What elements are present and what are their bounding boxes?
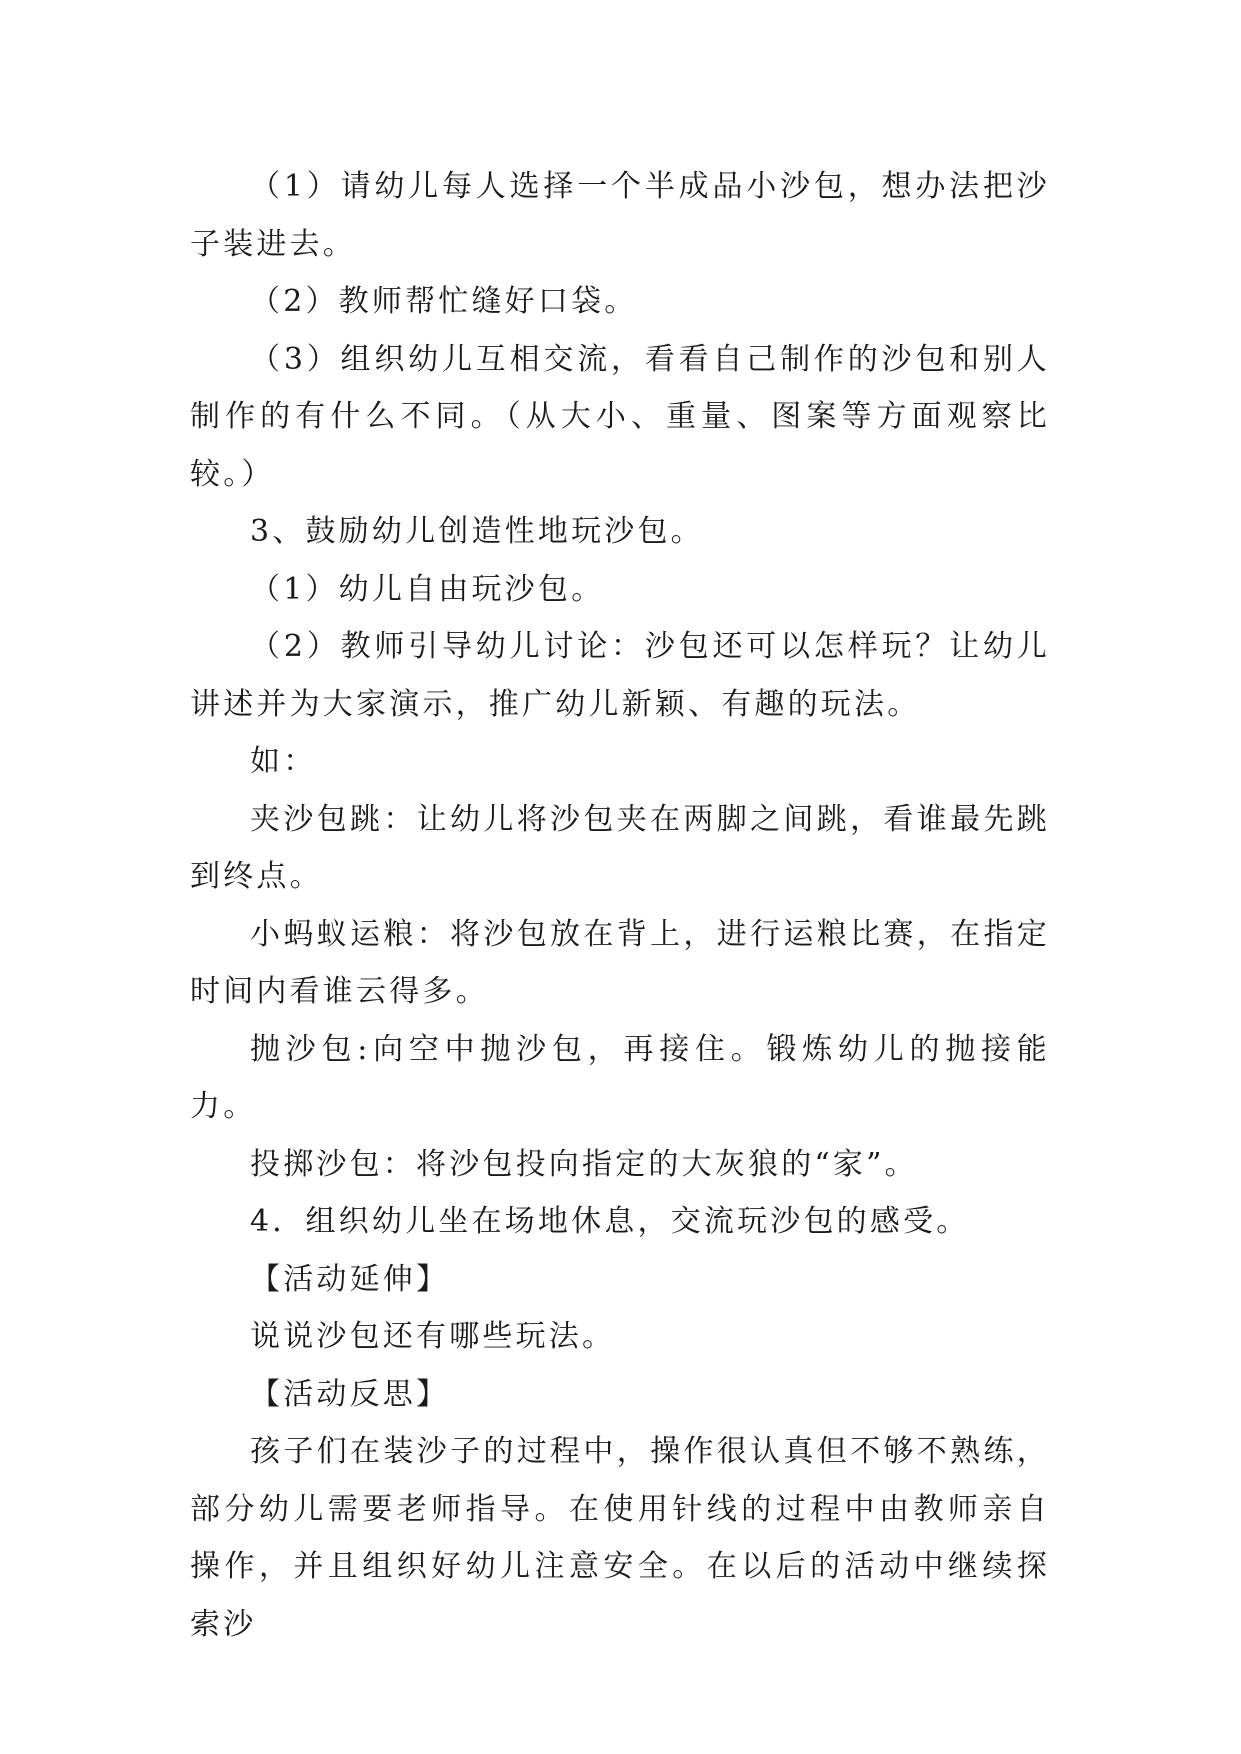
section-heading-extension: 【活动延伸】	[250, 1261, 450, 1297]
paragraph-step-2-3: （3）组织幼儿互相交流，看看自己制作的沙包和别人制作的有什么不同。（从大小、重量、图案等方面观察比较。）	[190, 341, 1050, 492]
document-body	[190, 158, 1050, 1653]
paragraph-step-3: 3、鼓励幼儿创造性地玩沙包。	[250, 514, 704, 549]
paragraph-step-3-2: （2）教师引导幼儿讨论：沙包还可以怎样玩？让幼儿讲述并为大家演示，推广幼儿新颖、有趣的玩法。	[190, 629, 1050, 722]
paragraph-extension: 说说沙包还有哪些玩法。	[250, 1319, 616, 1354]
paragraph-game-toss: 抛沙包:向空中抛沙包，再接住。锻炼幼儿的抛接能力。	[190, 1031, 1050, 1124]
paragraph-examples-intro: 如：	[250, 744, 317, 779]
paragraph-step-2-2: （2）教师帮忙缝好口袋。	[250, 284, 638, 319]
paragraph-game-throw: 投掷沙包：将沙包投向指定的大灰狼的“家”。	[250, 1146, 918, 1182]
paragraph-step-2-1: （1）请幼儿每人选择一个半成品小沙包，想办法把沙子装进去。	[190, 169, 1050, 262]
paragraph-game-ant: 小蚂蚁运粮：将沙包放在背上，进行运粮比赛，在指定时间内看谁云得多。	[190, 916, 1050, 1009]
paragraph-step-4: 4．组织幼儿坐在场地休息，交流玩沙包的感受。	[250, 1204, 970, 1239]
paragraph-game-jump: 夹沙包跳：让幼儿将沙包夹在两脚之间跳，看谁最先跳到终点。	[190, 801, 1050, 894]
paragraph-reflection: 孩子们在装沙子的过程中，操作很认真但不够不熟练，部分幼儿需要老师指导。在使用针线的过程中由教师亲自操作，并且组织好幼儿注意安全。在以后的活动中继续探索沙	[190, 1434, 1050, 1642]
paragraph-step-3-1: （1）幼儿自由玩沙包。	[250, 571, 605, 607]
section-heading-reflection: 【活动反思】	[250, 1376, 450, 1412]
